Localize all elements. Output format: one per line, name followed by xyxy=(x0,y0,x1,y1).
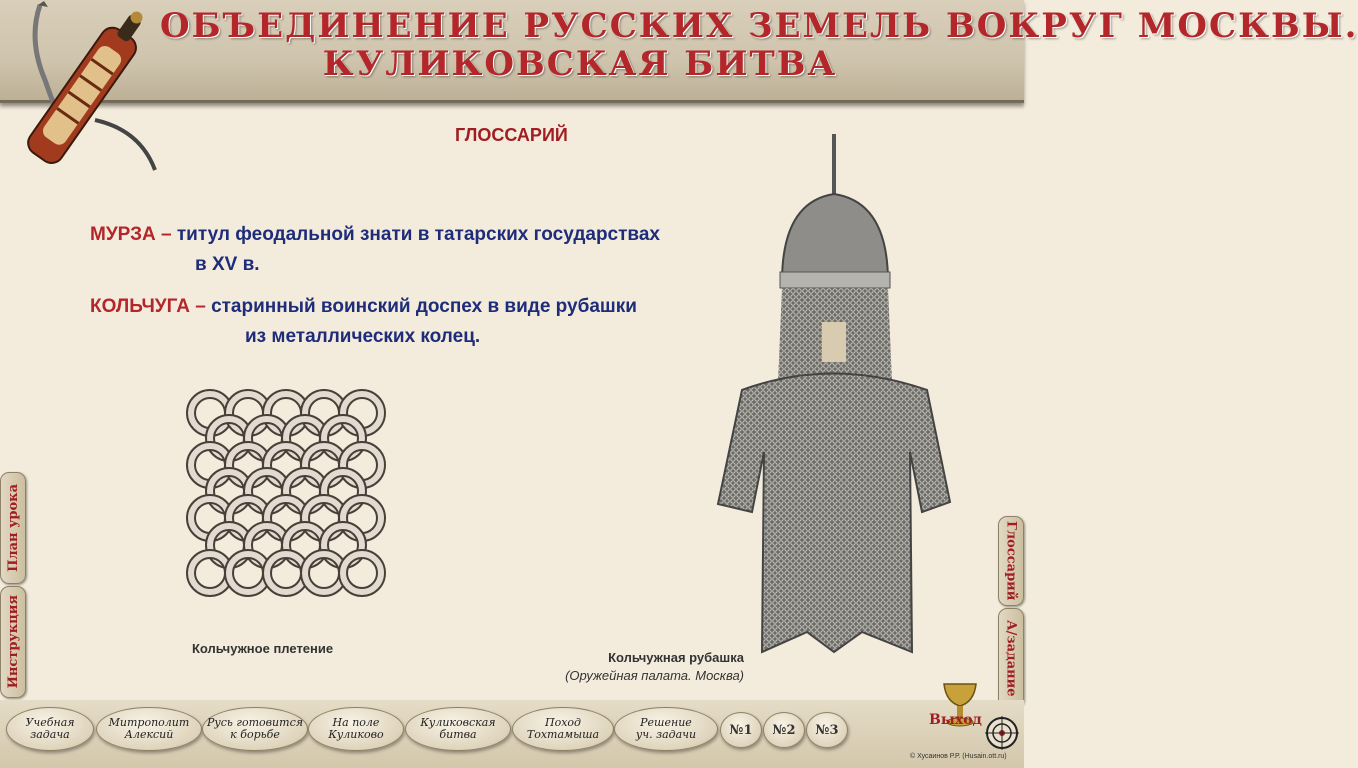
tab-glossary[interactable] xyxy=(998,516,1024,606)
nav-button-task[interactable] xyxy=(6,707,94,751)
nav-button-line2: Тохтамыша xyxy=(526,728,600,741)
term-label: МУРЗА xyxy=(90,224,156,245)
nav-button-line1: Поход xyxy=(544,716,581,729)
glossary-entry-murza xyxy=(90,220,660,280)
term-dash: – xyxy=(189,296,212,317)
nav-button-line2: уч. задачи xyxy=(635,728,697,741)
nav-button-line2: Куликово xyxy=(328,728,384,741)
term-definition: старинный воинский доспех в виде рубашки xyxy=(211,296,637,317)
copyright-text: © Хусаинов Р.Р. (Husain.ott.ru) xyxy=(910,753,1007,760)
term-dash: – xyxy=(155,224,177,245)
tab-instruction-label: Инструкция xyxy=(5,595,21,689)
nav-button-tokhtamysh[interactable] xyxy=(512,707,614,751)
nav-button-line2: битва xyxy=(439,728,477,741)
nav-button-line1: Митрополит xyxy=(108,716,190,729)
nav-button-solution[interactable] xyxy=(614,707,718,751)
page-title-line1: ОБЪЕДИНЕНИЕ РУССКИХ ЗЕМЕЛЬ ВОКРУГ МОСКВЫ. xyxy=(160,6,1358,46)
number-button-3[interactable]: №3 xyxy=(806,712,848,748)
page-title-line2: КУЛИКОВСКАЯ БИТВА xyxy=(322,44,838,84)
nav-button-line2: задача xyxy=(30,728,70,741)
term-definition-cont: в XV в. xyxy=(195,254,260,275)
nav-button-field[interactable] xyxy=(308,707,404,751)
shirt-caption-title: Кольчужная рубашка xyxy=(608,650,744,665)
nav-button-line1: Учебная xyxy=(25,716,75,729)
nav-button-battle[interactable] xyxy=(405,707,511,751)
saber-icon xyxy=(0,0,170,190)
chainmail-pattern xyxy=(182,383,392,605)
number-button-1[interactable]: №1 xyxy=(720,712,762,748)
tab-task-label: А/задание xyxy=(1003,619,1019,697)
target-icon[interactable] xyxy=(985,716,1019,750)
shirt-caption-source: (Оружейная палата. Москва) xyxy=(565,668,744,683)
glossary-heading: ГЛОССАРИЙ xyxy=(455,125,568,145)
tab-task[interactable] xyxy=(998,608,1024,708)
chainmail-armor xyxy=(712,132,962,652)
exit-button[interactable]: Выход xyxy=(929,712,982,728)
nav-button-preparing[interactable] xyxy=(202,707,308,751)
tab-lesson-plan[interactable] xyxy=(0,472,26,584)
nav-button-line2: Алексий xyxy=(124,728,174,741)
term-definition-cont: из металлических колец. xyxy=(245,326,481,347)
glossary-entry-kolchuga xyxy=(90,292,637,352)
tab-glossary-label: Глоссарий xyxy=(1003,521,1019,601)
nav-button-line1: На поле xyxy=(332,716,380,729)
tab-instruction[interactable] xyxy=(0,586,26,698)
term-definition: титул феодальной знати в татарских государствах xyxy=(176,224,660,245)
term-label: КОЛЬЧУГА xyxy=(90,296,190,317)
nav-button-line1: Куликовская xyxy=(420,716,496,729)
nav-button-line1: Решение xyxy=(640,716,692,729)
tab-lesson-plan-label: План урока xyxy=(5,484,21,572)
weave-caption: Кольчужное плетение xyxy=(192,641,334,656)
nav-button-metropolitan[interactable] xyxy=(96,707,202,751)
shirt-caption xyxy=(522,649,744,685)
nav-button-line1: Русь готовится xyxy=(206,716,304,729)
number-button-2[interactable]: №2 xyxy=(763,712,805,748)
nav-button-line2: к борьбе xyxy=(230,728,280,741)
